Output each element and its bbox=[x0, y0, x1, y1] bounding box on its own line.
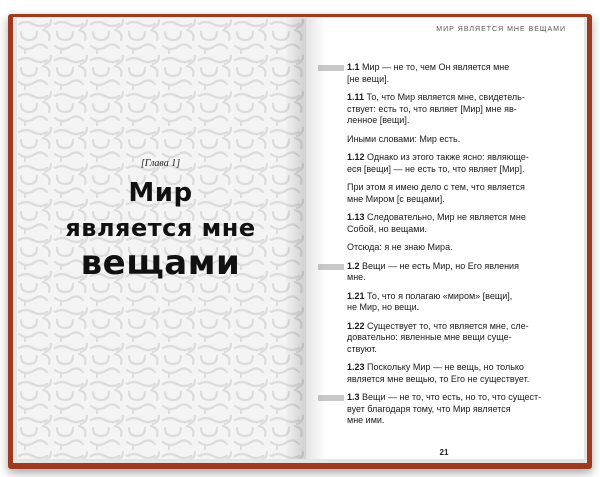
text-line bbox=[347, 212, 562, 224]
text-line: еся [вещи] — не есть то, что являет [Мир]. bbox=[347, 163, 525, 174]
text-paragraph bbox=[347, 291, 562, 314]
text-line: вует благодаря тому, что Мир является bbox=[347, 403, 511, 414]
section-marker-bar bbox=[318, 65, 344, 71]
section-marker-bar bbox=[318, 395, 344, 401]
paragraph-text: Вещи — не то, что есть, но то, что сущест- bbox=[362, 392, 542, 402]
paragraph-text: Вещи — не есть Мир, но Его явления bbox=[362, 260, 519, 271]
text-paragraph bbox=[347, 134, 562, 146]
paragraph-text: Однако из этого также ясно: являюще- bbox=[367, 152, 529, 162]
paragraph-text: То, что Мир является мне, свидетель- bbox=[366, 92, 525, 102]
text-line bbox=[347, 362, 562, 374]
text-line bbox=[347, 62, 562, 74]
paragraph-number: 1.23 bbox=[347, 362, 365, 372]
text-line: [не вещи]. bbox=[347, 73, 390, 84]
paragraph-number: 1.12 bbox=[347, 152, 365, 162]
text-paragraph bbox=[347, 92, 562, 127]
paragraph-number: 1.3 bbox=[347, 392, 360, 402]
text-line bbox=[347, 261, 562, 273]
text-paragraph bbox=[347, 152, 562, 175]
paragraph-text: То, что я полагаю «миром» [вещи], bbox=[367, 290, 513, 301]
page-number: 21 bbox=[439, 448, 449, 457]
text-line: довательно: явленные мне вещи суще- bbox=[347, 332, 512, 342]
paragraph-number: 1.22 bbox=[347, 320, 365, 331]
text-line bbox=[347, 92, 562, 104]
text-line: Собой, но вещами. bbox=[347, 223, 427, 234]
page-text bbox=[304, 62, 584, 434]
text-line: мне. bbox=[347, 272, 366, 282]
text-paragraph bbox=[347, 362, 562, 385]
text-paragraph bbox=[347, 62, 562, 85]
text-paragraph bbox=[347, 321, 562, 356]
text-paragraph bbox=[347, 212, 562, 235]
text-line bbox=[347, 321, 562, 333]
paragraph-text: Поскольку Мир — не вещь, но только bbox=[367, 362, 524, 372]
paragraph-number: 1.21 bbox=[347, 290, 365, 301]
text-line: мне ими. bbox=[347, 415, 385, 425]
running-head: МИР ЯВЛЯЕТСЯ МНЕ ВЕЩАМИ bbox=[436, 26, 566, 33]
text-line: ленное [вещи]. bbox=[347, 115, 410, 125]
text-line: При этом я имею дело с тем, что является bbox=[347, 182, 525, 192]
text-paragraph bbox=[347, 392, 562, 427]
text-line bbox=[347, 291, 562, 303]
paragraph-text: Мир — не то, чем Он является мне bbox=[362, 62, 510, 72]
paragraph-number: 1.13 bbox=[347, 212, 365, 222]
text-line bbox=[347, 392, 562, 404]
text-line: мне Миром [с вещами]. bbox=[347, 193, 445, 204]
chapter-title-line-2: является мне bbox=[65, 214, 256, 242]
chapter-label: [Глава 1] bbox=[140, 158, 181, 169]
text-line: является мне вещью, то Его не существует. bbox=[347, 373, 530, 384]
paragraph-number: 1.2 bbox=[347, 260, 360, 271]
text-paragraph bbox=[347, 182, 562, 205]
right-page bbox=[304, 18, 584, 459]
paragraph-number: 1.1 bbox=[347, 62, 360, 72]
text-line: ствует: есть то, что являет [Мир] мне яв- bbox=[347, 103, 517, 114]
text-paragraph bbox=[347, 242, 562, 254]
paragraph-number: 1.11 bbox=[347, 92, 365, 102]
section-marker-bar bbox=[318, 264, 344, 270]
chapter-title-line-3: вещами bbox=[80, 243, 241, 283]
left-page bbox=[17, 18, 304, 459]
paragraph-text: Следовательно, Мир не является мне bbox=[367, 212, 526, 222]
paragraph-text: Существует то, что является мне, сле- bbox=[367, 320, 529, 331]
text-paragraph bbox=[347, 261, 562, 284]
text-line: Отсюда: я не знаю Мира. bbox=[347, 242, 453, 252]
text-line bbox=[347, 152, 562, 164]
text-line: не Мир, но вещи. bbox=[347, 302, 420, 312]
chapter-title-line-1: Мир bbox=[128, 178, 193, 208]
text-line: Иными словами: Мир есть. bbox=[347, 133, 461, 144]
text-line: ствуют. bbox=[347, 343, 377, 354]
